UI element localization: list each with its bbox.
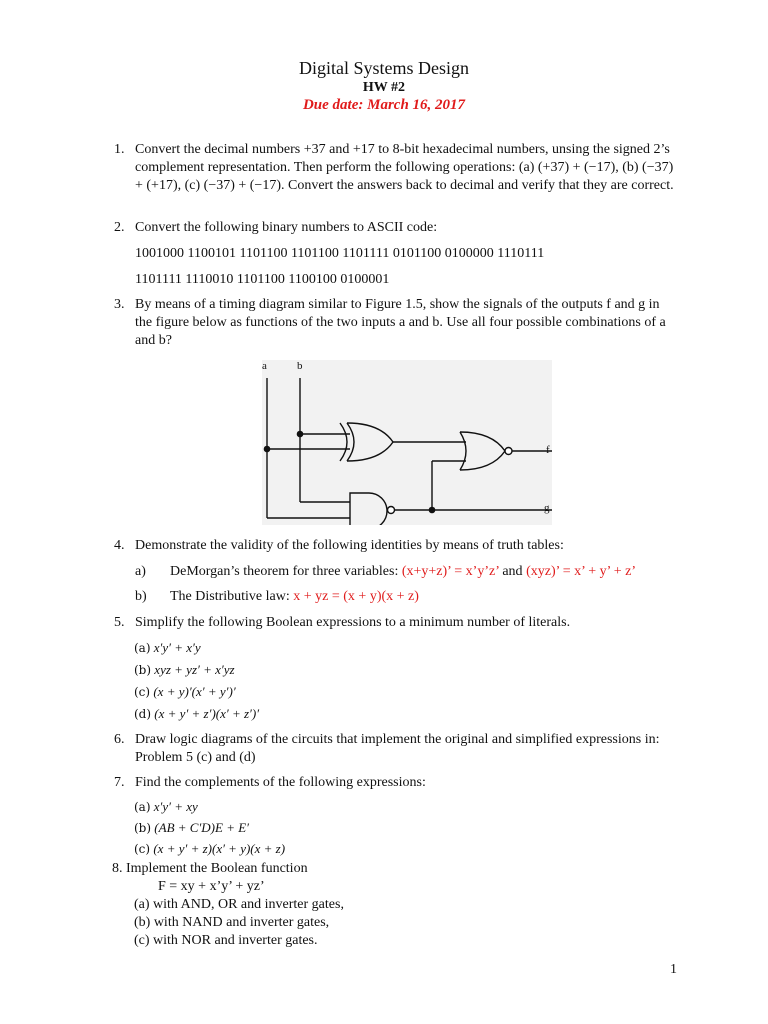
due-date: Due date: March 16, 2017 [302,97,466,113]
circuit-output-f-label: f [546,444,550,456]
question-3-text: By means of a timing diagram similar to Figure 1.5, show the signals of the outputs f and g in the figure below as functions of the two inputs a and b. Use all four possible combinations of a and b? [135,297,666,348]
q5-item-c [134,684,236,700]
question-2-text: Convert the following binary numbers to ASCII code: [135,220,438,235]
q7-item-c [134,841,285,857]
circuit-output-g-label: g [544,502,550,514]
question-4b-text: The Distributive law: [170,589,290,604]
question-7-text: Find the complements of the following expressions: [135,775,426,790]
question-8-part-b: (b) with NAND and inverter gates, [134,915,330,930]
logic-circuit-diagram [262,360,552,525]
question-8-function: F = xy + x’y’ + yz’ [158,879,265,894]
circuit-svg [262,360,552,525]
question-1-text: Convert the decimal numbers +37 and +17 to 8-bit hexadecimal numbers, unsing the signed 2’s complement representation. Then perform the following operations: (a) (+37) + (−17), (b) (−37) + (+17), (c) (−37) + (−17). Convert the answers back to decimal and verify that they are correct. [135,142,674,193]
distributive-expression: x + yz = (x + y)(x + z) [293,589,419,604]
question-8-title: 8. Implement the Boolean function [112,861,308,876]
q5-item-b-expr: xyz + yz′ + x′yz [154,662,235,677]
circuit-input-a-label: a [262,360,267,372]
q5-item-a-expr: x′y′ + x′y [153,640,201,655]
question-1-number: 1. [114,142,125,157]
demorgan-expression-2: (xyz)’ = x’ + y’ + z’ [526,564,637,579]
question-3-number: 3. [114,297,125,312]
demorgan-expression-1: (x+y+z)’ = x’y’z’ [401,564,499,579]
question-7-number: 7. [114,775,125,790]
q7-item-c-label: (c) [134,842,151,856]
question-5-number: 5. [114,615,125,630]
q5-item-d [134,706,259,722]
question-4a-label: a) [135,564,146,579]
q7-item-b-label: (b) [134,821,152,835]
q5-item-a-label: (a) [134,641,151,655]
circuit-input-b-label: b [297,360,303,372]
question-8-part-c: (c) with NOR and inverter gates. [134,933,318,948]
q5-item-c-expr: (x + y)′(x′ + y′)′ [153,684,236,699]
question-4-text: Demonstrate the validity of the following identities by means of truth tables: [135,538,564,553]
q5-item-b-label: (b) [134,663,152,677]
document-title: Digital Systems Design [299,58,469,78]
q5-item-a [134,640,201,656]
q5-item-b [134,662,235,678]
question-8-part-a: (a) with AND, OR and inverter gates, [134,897,344,912]
question-6-text: Draw logic diagrams of the circuits that implement the original and simplified expressions in: Problem 5 (c) and (d) [135,732,660,765]
binary-line-2: 1101111 1110010 1101100 1100100 0100001 [135,272,390,287]
q7-item-c-expr: (x + y′ + z)(x′ + y)(x + z) [153,841,286,856]
q7-item-a-expr: x′y′ + xy [153,799,198,814]
question-4-number: 4. [114,538,125,553]
q7-item-b [134,820,249,836]
question-4a-text: DeMorgan’s theorem for three variables: [170,564,399,579]
q5-item-d-label: (d) [134,707,152,721]
question-5-text: Simplify the following Boolean expressions to a minimum number of literals. [135,615,571,630]
question-6-number: 6. [114,732,125,747]
q7-item-b-expr: (AB + C′D)E + E′ [154,820,250,835]
q5-item-c-label: (c) [134,685,151,699]
q7-item-a [134,799,198,815]
q7-item-a-label: (a) [134,800,151,814]
page-number: 1 [670,962,677,977]
question-4a-and: and [502,564,523,579]
binary-line-1: 1001000 1100101 1101100 1101100 1101111 0101100 0100000 1110111 [135,246,545,261]
question-4b-label: b) [135,589,147,604]
homework-number: HW #2 [362,80,406,95]
q5-item-d-expr: (x + y′ + z′)(x′ + z′)′ [154,706,260,721]
question-2-number: 2. [114,220,125,235]
